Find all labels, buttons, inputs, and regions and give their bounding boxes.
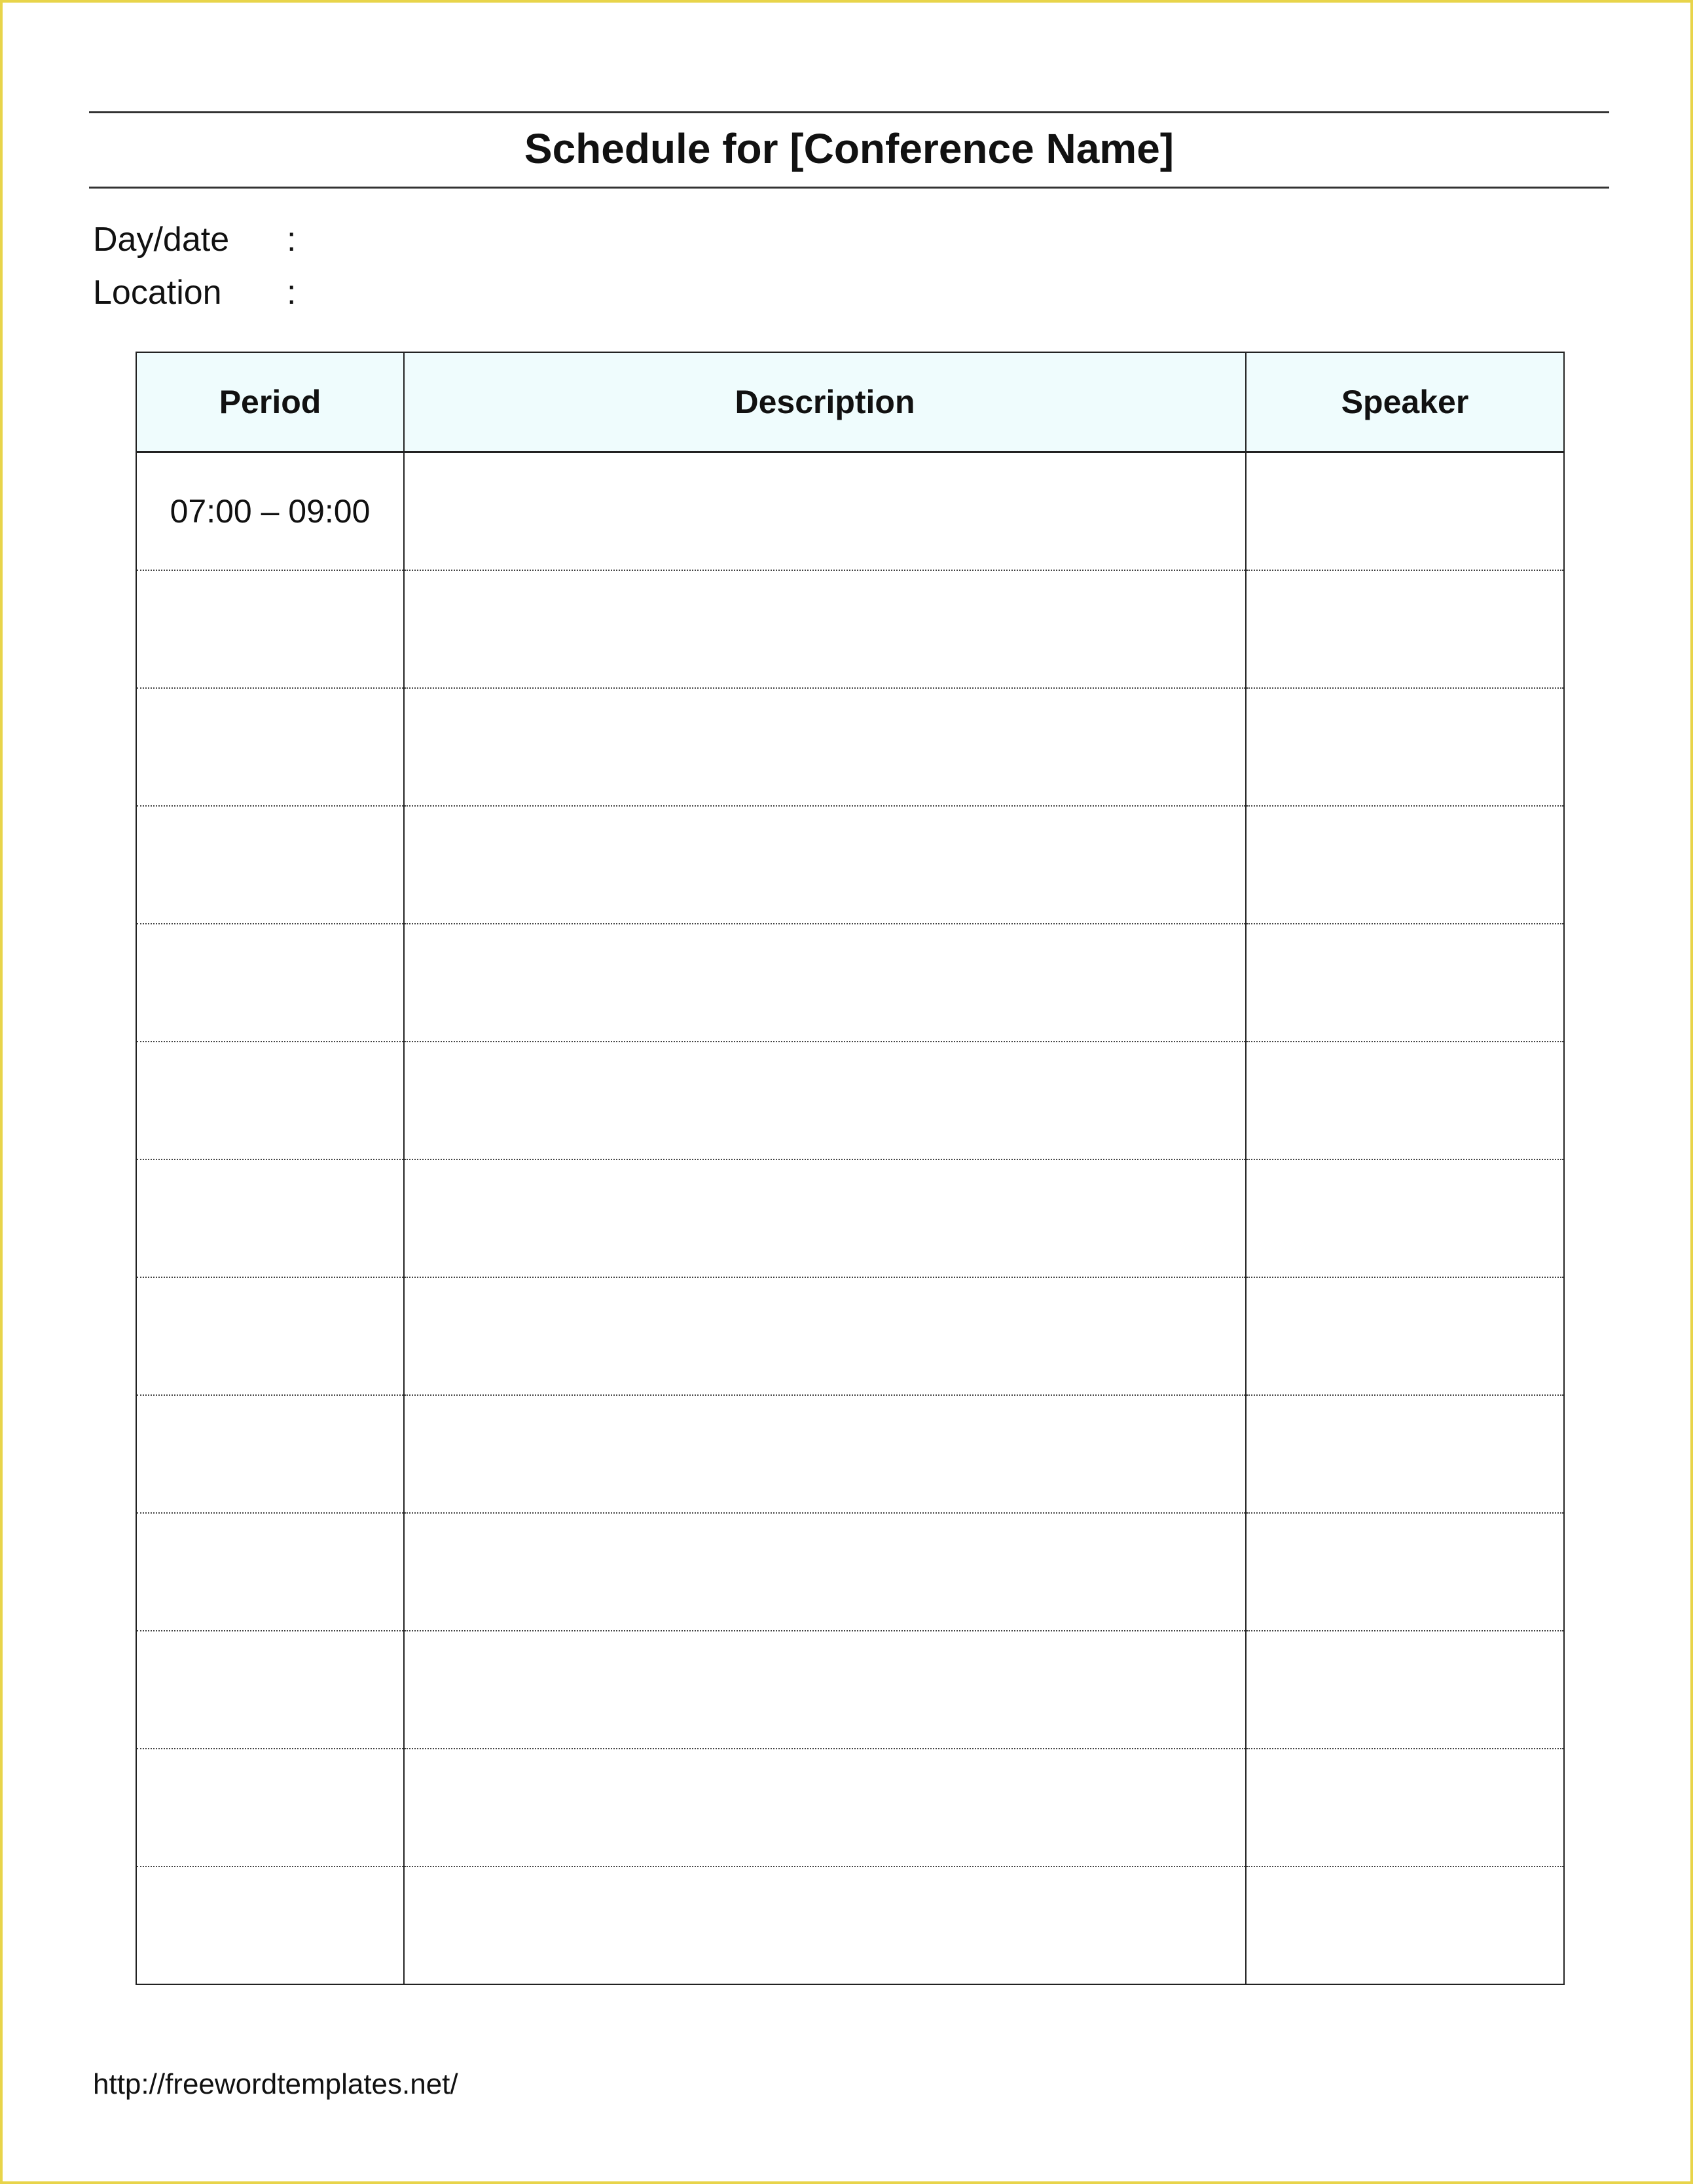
- period-cell[interactable]: [136, 688, 404, 806]
- period-cell[interactable]: [136, 1159, 404, 1277]
- column-header-period: Period: [136, 352, 404, 452]
- speaker-cell[interactable]: [1246, 1277, 1564, 1395]
- speaker-cell[interactable]: [1246, 1395, 1564, 1513]
- table-row: [136, 1395, 1564, 1513]
- title-top-rule: [89, 111, 1609, 113]
- description-cell[interactable]: [404, 1277, 1246, 1395]
- description-cell[interactable]: [404, 1042, 1246, 1159]
- period-cell[interactable]: [136, 570, 404, 688]
- speaker-cell[interactable]: [1246, 1866, 1564, 1984]
- table-row: [136, 1513, 1564, 1631]
- table-row: [136, 1866, 1564, 1984]
- table-row: [136, 1277, 1564, 1395]
- page-title: Schedule for [Conference Name]: [524, 125, 1174, 172]
- description-cell[interactable]: [404, 1159, 1246, 1277]
- column-header-speaker: Speaker: [1246, 352, 1564, 452]
- description-cell[interactable]: [404, 1866, 1246, 1984]
- footer-url: http://freewordtemplates.net/: [93, 2068, 458, 2100]
- period-cell[interactable]: [136, 1866, 404, 1984]
- description-cell[interactable]: [404, 1513, 1246, 1631]
- schedule-table-body: [136, 452, 1564, 1985]
- description-cell[interactable]: [404, 1631, 1246, 1749]
- period-cell[interactable]: [136, 1513, 404, 1631]
- table-row: [136, 1631, 1564, 1749]
- speaker-cell[interactable]: [1246, 1749, 1564, 1866]
- period-cell[interactable]: [136, 806, 404, 924]
- speaker-cell[interactable]: [1246, 1513, 1564, 1631]
- description-cell[interactable]: [404, 924, 1246, 1042]
- period-cell[interactable]: [136, 1631, 404, 1749]
- speaker-cell[interactable]: [1246, 924, 1564, 1042]
- column-header-description: Description: [404, 352, 1246, 452]
- table-row: [136, 1749, 1564, 1866]
- speaker-cell[interactable]: [1246, 1159, 1564, 1277]
- speaker-cell[interactable]: [1246, 570, 1564, 688]
- location-label: Location: [93, 274, 222, 312]
- speaker-cell[interactable]: [1246, 452, 1564, 571]
- day-date-colon: :: [287, 221, 297, 259]
- speaker-cell[interactable]: [1246, 688, 1564, 806]
- period-cell[interactable]: [136, 1395, 404, 1513]
- title-bottom-rule: [89, 187, 1609, 189]
- table-row: [136, 1042, 1564, 1159]
- speaker-cell[interactable]: [1246, 1631, 1564, 1749]
- table-row: [136, 688, 1564, 806]
- description-cell[interactable]: [404, 688, 1246, 806]
- description-cell[interactable]: [404, 806, 1246, 924]
- period-cell[interactable]: [136, 1277, 404, 1395]
- table-row: [136, 1159, 1564, 1277]
- table-row: [136, 570, 1564, 688]
- speaker-cell[interactable]: [1246, 1042, 1564, 1159]
- description-cell[interactable]: [404, 452, 1246, 571]
- period-cell[interactable]: 07:00 – 09:00: [136, 452, 404, 571]
- table-row: [136, 924, 1564, 1042]
- description-cell[interactable]: [404, 1395, 1246, 1513]
- table-row: [136, 806, 1564, 924]
- period-cell[interactable]: [136, 924, 404, 1042]
- period-cell[interactable]: [136, 1042, 404, 1159]
- table-row: [136, 452, 1564, 571]
- location-colon: :: [287, 274, 297, 312]
- table-header-row: [136, 352, 1564, 452]
- schedule-table: [136, 352, 1565, 1985]
- speaker-cell[interactable]: [1246, 806, 1564, 924]
- description-cell[interactable]: [404, 570, 1246, 688]
- description-cell[interactable]: [404, 1749, 1246, 1866]
- day-date-label: Day/date: [93, 221, 230, 259]
- period-cell[interactable]: [136, 1749, 404, 1866]
